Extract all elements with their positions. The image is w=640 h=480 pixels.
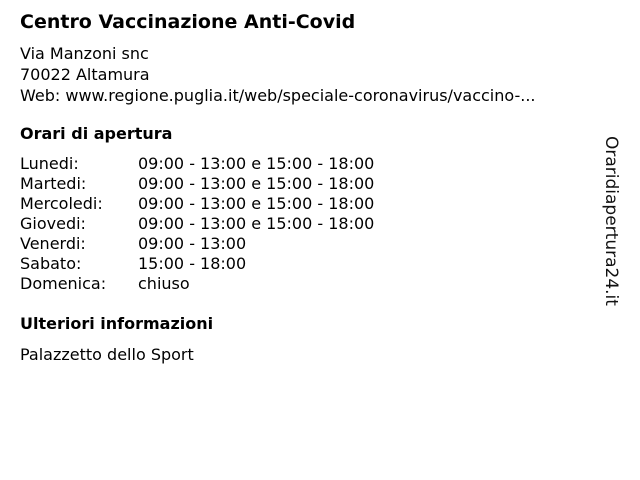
time-value: 09:00 - 13:00 [138, 234, 247, 253]
additional-info-text: Palazzetto dello Sport [20, 345, 194, 364]
hours-row-friday [20, 234, 374, 254]
day-label: Sabato: [20, 254, 82, 273]
time-value: 09:00 - 13:00 e 15:00 - 18:00 [138, 194, 375, 213]
site-watermark: Oraridiapertura24.it [601, 136, 621, 306]
address-block [20, 43, 536, 106]
day-label: Domenica: [20, 274, 107, 293]
time-value: chiuso [138, 274, 190, 293]
opening-hours-heading: Orari di apertura [20, 124, 173, 143]
address-street: Via Manzoni snc [20, 44, 149, 63]
hours-row-tuesday [20, 174, 374, 194]
day-label: Martedi: [20, 174, 87, 193]
hours-row-wednesday [20, 194, 374, 214]
time-value: 09:00 - 13:00 e 15:00 - 18:00 [138, 154, 375, 173]
website-link[interactable]: Web: www.regione.puglia.it/web/speciale-coronavirus/vaccino-... [20, 86, 536, 105]
day-label: Giovedi: [20, 214, 86, 233]
hours-row-saturday [20, 254, 374, 274]
hours-row-thursday [20, 214, 374, 234]
page-title: Centro Vaccinazione Anti-Covid [20, 11, 356, 33]
hours-row-sunday [20, 274, 374, 294]
opening-hours-table [20, 154, 374, 294]
time-value: 15:00 - 18:00 [138, 254, 247, 273]
hours-row-monday [20, 154, 374, 174]
time-value: 09:00 - 13:00 e 15:00 - 18:00 [138, 214, 375, 233]
day-label: Venerdi: [20, 234, 86, 253]
time-value: 09:00 - 13:00 e 15:00 - 18:00 [138, 174, 375, 193]
address-city: 70022 Altamura [20, 65, 150, 84]
day-label: Lunedi: [20, 154, 79, 173]
additional-info-heading: Ulteriori informazioni [20, 314, 214, 333]
day-label: Mercoledi: [20, 194, 103, 213]
